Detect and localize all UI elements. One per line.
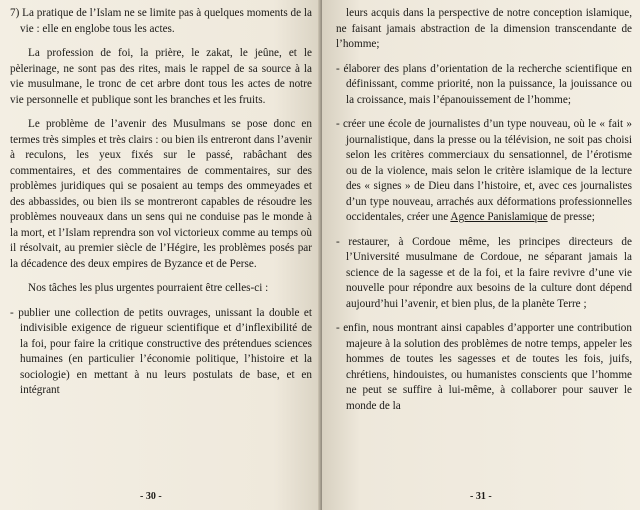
page-number-right: - 31 - [470, 491, 492, 502]
right-page [322, 0, 640, 510]
right-column [336, 6, 632, 414]
bullet-creer-ecole [336, 117, 632, 226]
bullet-enfin: - enfin, nous montrant ainsi capables d’apporter une contribution majeure à la solution des problèmes de notre temps, appeler les hommes de toutes les sagesses et de toutes les fois, juifs, chrétiens, hindouistes, ou humanistes conscients que l’homme ne peut se suffire à lui-même, à collaborer pour sauver le monde de la [336, 322, 632, 412]
paragraph-point-7: 7) La pratique de l’Islam ne se limite pas à quelques moments de la vie : elle en englobe tous les actes. [10, 7, 312, 35]
bullet-publier: - publier une collection de petits ouvrages, unissant la double et indivisible exigence de rigueur scientifique et d’inflexibilité de la foi, pour faire la critique constructive des prétendues sciences humaines (en particulier l’économie politique, l’histoire et la sociologie) en mettant à nu leurs postulats de base, et en intégrant [10, 306, 312, 396]
bullet-creer-text: - créer une école de journalistes d’un type nouveau, où le « fait » journalistique, dans la presse ou la télévision, ne soit pas choisi selon les critères commerciaux du sensationnel, de l’érotisme ou de la violence, mais selon le critère islamique de la lecture des « signes » de Dieu dans l’histoire, et, avec ces journalistes d’un type nouveau, arrachés aux déformations professionnelles occidentales, créer une [336, 118, 632, 223]
paragraph-avenir: Le problème de l’avenir des Musulmans se pose donc en termes très simples et très clairs : ou bien ils entreront dans l’avenir à reculons, les yeux fixés sur le passé, rabâchant des commentaires, et des commentaires de commentaires, sur des problèmes juridiques qui se posaient au temps des ommeyades et des abbassides, ou bien ils se montreront capables de résoudre les problèmes nouveaux dans un sens qui ne conduise pas le monde à la mort, et l’Islam reprendra son vol victorieux comme au temps où il résolvait, au premier siècle de l’Hégire, les problèmes posés par la décadence des deux empires de Byzance et de Perse. [10, 118, 312, 270]
paragraph-taches: Nos tâches les plus urgentes pourraient être celles-ci : [28, 282, 269, 294]
left-column [10, 6, 312, 399]
bullet-elaborer: - élaborer des plans d’orientation de la recherche scientifique en définissant, comme priorité, non la puissance, la jouissance ou la croissance, mais l’épanouissement de l’homme; [336, 62, 632, 106]
paragraph-continuation: leurs acquis dans la perspective de notre conception islamique, ne faisant jamais abstraction de la dimension transcendante de l’homme; [336, 7, 632, 50]
bullet-creer-tail: de presse; [547, 211, 595, 223]
paragraph-rites: La profession de foi, la prière, le zakat, le jeûne, et le pèlerinage, ne sont pas des rites, mais le rappel de sa source à la vie musulmane, le tronc de cet arbre dont tous les actes de notre vie personnelle et publique sont les branches et les fruits. [10, 47, 312, 106]
agence-panislamique: Agence Panislamique [450, 211, 548, 223]
bullet-restaurer: - restaurer, à Cordoue même, les principes directeurs de l’Université musulmane de Cordoue, ne séparant jamais la science de la sagesse et de la foi, et la faire revivre d’une vie nouvelle pour répondre aux besoins de la culture dont dépend aujourd’hui l’avenir, et bien plus, de la planète Terre ; [336, 235, 632, 310]
page-number-left: - 30 - [140, 491, 162, 502]
